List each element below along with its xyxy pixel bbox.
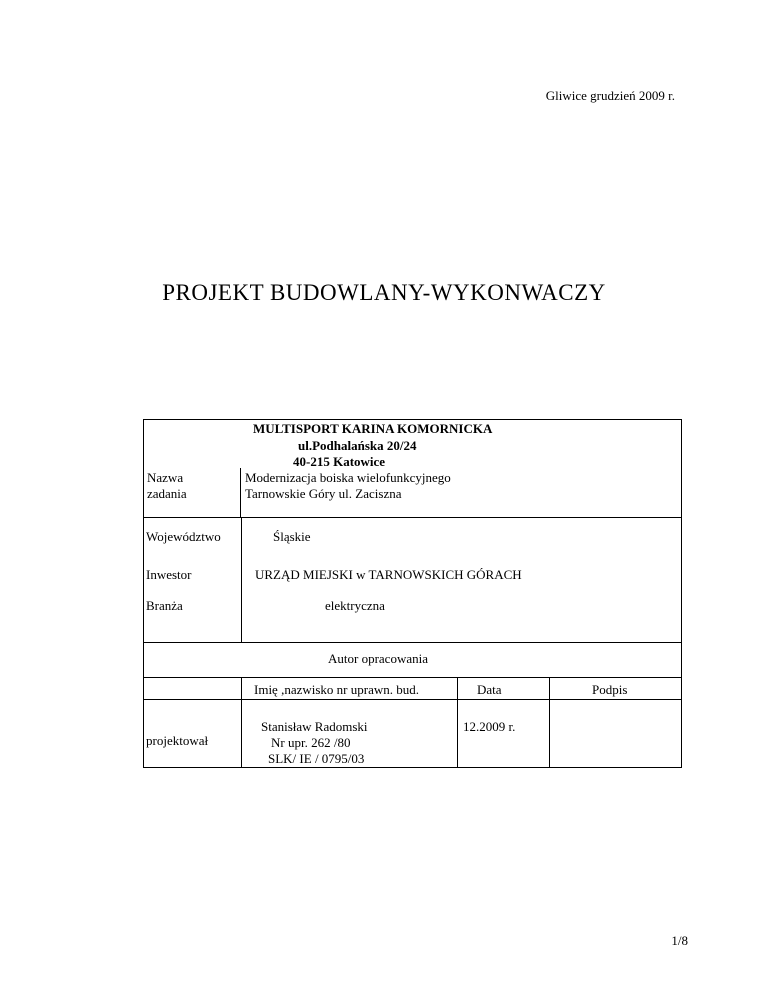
page-number: 1/8 [671, 933, 688, 948]
row-line-1 [143, 517, 682, 518]
task-value: Modernizacja boiska wielofunkcyjnego [245, 470, 451, 485]
designer-name: Stanisław Radomski [261, 719, 368, 734]
designer-reg: SLK/ IE / 0795/03 [268, 751, 365, 766]
document-title: PROJEKT BUDOWLANY-WYKONWACZY [162, 280, 606, 305]
col-divider-1 [241, 677, 242, 768]
row-line-3 [143, 677, 682, 678]
place-date: Gliwice grudzień 2009 r. [545, 88, 675, 103]
column-header-signature: Podpis [592, 682, 628, 697]
industry-label: Branża [146, 598, 183, 613]
voivodeship-value: Śląskie [273, 529, 311, 544]
task-value-2: Tarnowskie Góry ul. Zaciszna [245, 486, 402, 501]
row-line-2 [143, 642, 682, 643]
col-divider-3 [549, 677, 550, 768]
company-name: MULTISPORT KARINA KOMORNICKA [253, 421, 493, 436]
company-street: ul.Podhalańska 20/24 [298, 438, 417, 453]
designer-date: 12.2009 r. [463, 719, 516, 734]
voivodeship-label: Województwo [146, 529, 221, 544]
task-label-2: zadania [147, 486, 187, 501]
table-outline-top [143, 419, 681, 420]
industry-value: elektryczna [325, 598, 385, 613]
row-line-4 [143, 699, 682, 700]
designer-role: projektował [146, 733, 209, 748]
company-city: 40-215 Katowice [293, 454, 386, 469]
table-outline-left [143, 419, 144, 768]
column-header-name: Imię ,nazwisko nr uprawn. bud. [254, 682, 419, 697]
col-divider-2 [457, 677, 458, 768]
investor-label: Inwestor [146, 567, 192, 582]
table-outline-right [681, 419, 682, 768]
author-header: Autor opracowania [328, 651, 428, 666]
investor-value: URZĄD MIEJSKI w TARNOWSKICH GÓRACH [255, 567, 522, 582]
table-outline-bottom [143, 767, 682, 768]
label-divider-main [241, 518, 242, 643]
column-header-date: Data [477, 682, 502, 697]
task-label: Nazwa [147, 470, 184, 485]
label-divider-task [240, 468, 241, 518]
designer-license: Nr upr. 262 /80 [271, 735, 351, 750]
